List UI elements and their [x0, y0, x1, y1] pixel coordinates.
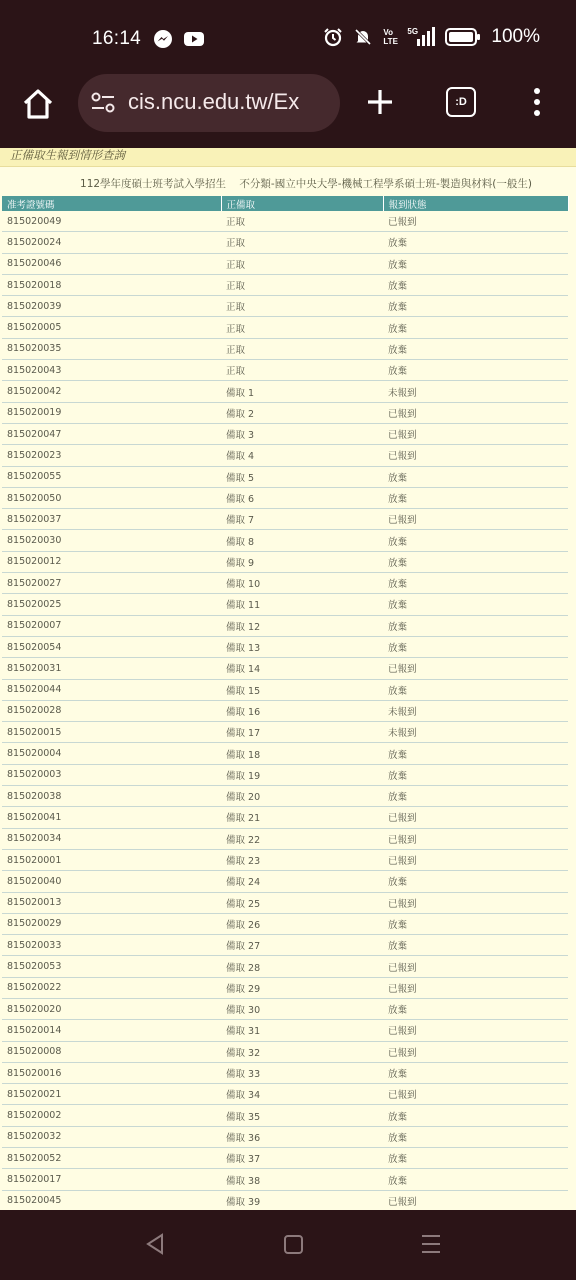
- table-row: [2, 509, 568, 530]
- cell-admission-type: 備取 29: [221, 977, 383, 998]
- table-row: [2, 977, 568, 998]
- cell-exam-number: 815020025: [2, 594, 221, 615]
- table-row: [2, 530, 568, 551]
- cell-status: 放棄: [383, 935, 568, 956]
- cell-status: 已報到: [383, 956, 568, 977]
- caption-program: 不分類-國立中央大學-機械工程學系碩士班-製造與材料(一般生): [239, 178, 532, 190]
- cell-exam-number: 815020046: [2, 253, 221, 274]
- web-page: [0, 148, 576, 1210]
- cell-status: 放棄: [383, 296, 568, 317]
- cell-status: 已報到: [383, 977, 568, 998]
- cell-status: 已報到: [383, 1020, 568, 1041]
- table-row: [2, 1105, 568, 1126]
- table-row: [2, 1169, 568, 1190]
- signal-icon: [407, 27, 435, 47]
- cell-admission-type: 備取 35: [221, 1105, 383, 1126]
- cell-status: 放棄: [383, 998, 568, 1019]
- cell-status: 已報到: [383, 1084, 568, 1105]
- cell-status: 已報到: [383, 807, 568, 828]
- cell-admission-type: 備取 28: [221, 956, 383, 977]
- cell-admission-type: 備取 38: [221, 1169, 383, 1190]
- cell-admission-type: 備取 33: [221, 1062, 383, 1083]
- cell-exam-number: 815020040: [2, 871, 221, 892]
- cell-admission-type: 正取: [221, 253, 383, 274]
- cell-admission-type: 備取 39: [221, 1190, 383, 1210]
- cell-exam-number: 815020045: [2, 1190, 221, 1210]
- cell-admission-type: 備取 16: [221, 700, 383, 721]
- cell-status: 未報到: [383, 700, 568, 721]
- cell-admission-type: 備取 31: [221, 1020, 383, 1041]
- cell-admission-type: 備取 15: [221, 679, 383, 700]
- page-heading: 正備取生報到情形查詢: [0, 148, 576, 167]
- cell-exam-number: 815020020: [2, 998, 221, 1019]
- table-row: [2, 700, 568, 721]
- cell-status: 未報到: [383, 381, 568, 402]
- home-nav-icon[interactable]: [283, 1232, 305, 1256]
- cell-status: 放棄: [383, 573, 568, 594]
- cell-exam-number: 815020052: [2, 1148, 221, 1169]
- back-icon[interactable]: [144, 1232, 166, 1256]
- table-row: [2, 998, 568, 1019]
- table-row: [2, 423, 568, 444]
- cell-admission-type: 備取 21: [221, 807, 383, 828]
- cell-admission-type: 備取 9: [221, 551, 383, 572]
- table-row: [2, 807, 568, 828]
- table-row: [2, 360, 568, 381]
- cell-admission-type: 備取 6: [221, 487, 383, 508]
- table-row: [2, 296, 568, 317]
- cell-exam-number: 815020019: [2, 402, 221, 423]
- cell-exam-number: 815020001: [2, 849, 221, 870]
- mute-icon: [353, 27, 373, 47]
- cell-admission-type: 備取 11: [221, 594, 383, 615]
- cell-status: 放棄: [383, 360, 568, 381]
- status-bar: [0, 0, 576, 74]
- home-icon[interactable]: [20, 86, 56, 122]
- cell-exam-number: 815020003: [2, 764, 221, 785]
- cell-exam-number: 815020054: [2, 636, 221, 657]
- cell-admission-type: 備取 13: [221, 636, 383, 657]
- cell-exam-number: 815020012: [2, 551, 221, 572]
- table-row: [2, 1190, 568, 1210]
- cell-admission-type: 備取 4: [221, 445, 383, 466]
- cell-status: 已報到: [383, 509, 568, 530]
- cell-exam-number: 815020005: [2, 317, 221, 338]
- cell-admission-type: 備取 12: [221, 615, 383, 636]
- table-row: [2, 1062, 568, 1083]
- cell-admission-type: 備取 10: [221, 573, 383, 594]
- cell-exam-number: 815020024: [2, 232, 221, 253]
- cell-admission-type: 備取 24: [221, 871, 383, 892]
- cell-exam-number: 815020042: [2, 381, 221, 402]
- table-row: [2, 487, 568, 508]
- url-text[interactable]: cis.ncu.edu.tw/Ex: [128, 89, 300, 114]
- cell-exam-number: 815020037: [2, 509, 221, 530]
- cell-admission-type: 備取 3: [221, 423, 383, 444]
- caption-exam: 112學年度碩士班考試入學招生: [80, 178, 227, 190]
- table-row: [2, 636, 568, 657]
- table-row: [2, 253, 568, 274]
- table-row: [2, 743, 568, 764]
- cell-exam-number: 815020034: [2, 828, 221, 849]
- table-row: [2, 274, 568, 295]
- table-row: [2, 956, 568, 977]
- cell-admission-type: 備取 14: [221, 658, 383, 679]
- cell-exam-number: 815020022: [2, 977, 221, 998]
- table-row: [2, 573, 568, 594]
- cell-admission-type: 備取 34: [221, 1084, 383, 1105]
- table-row: [2, 445, 568, 466]
- table-row: [2, 551, 568, 572]
- cell-exam-number: 815020050: [2, 487, 221, 508]
- cell-status: 放棄: [383, 913, 568, 934]
- cell-exam-number: 815020013: [2, 892, 221, 913]
- cell-admission-type: 正取: [221, 360, 383, 381]
- cell-exam-number: 815020017: [2, 1169, 221, 1190]
- table-row: [2, 232, 568, 253]
- cell-status: 放棄: [383, 317, 568, 338]
- tune-icon[interactable]: [90, 92, 116, 114]
- cell-exam-number: 815020029: [2, 913, 221, 934]
- cell-status: 放棄: [383, 786, 568, 807]
- cell-admission-type: 備取 1: [221, 381, 383, 402]
- cell-status: 已報到: [383, 445, 568, 466]
- cell-exam-number: 815020043: [2, 360, 221, 381]
- more-vert-icon[interactable]: [528, 86, 546, 118]
- table-row: [2, 849, 568, 870]
- cell-exam-number: 815020023: [2, 445, 221, 466]
- status-time: 16:14: [92, 28, 142, 49]
- cell-admission-type: 正取: [221, 296, 383, 317]
- cell-admission-type: 備取 5: [221, 466, 383, 487]
- table-row: [2, 211, 568, 232]
- table-row: [2, 679, 568, 700]
- cell-exam-number: 815020049: [2, 211, 221, 232]
- cell-exam-number: 815020038: [2, 786, 221, 807]
- cell-exam-number: 815020035: [2, 338, 221, 359]
- table-caption: [0, 167, 576, 196]
- tab-switcher-icon[interactable]: [446, 87, 476, 117]
- cell-status: 放棄: [383, 1105, 568, 1126]
- cell-status: 放棄: [383, 274, 568, 295]
- youtube-icon: [182, 28, 206, 50]
- cell-exam-number: 815020028: [2, 700, 221, 721]
- cell-admission-type: 備取 36: [221, 1126, 383, 1147]
- cell-status: 已報到: [383, 211, 568, 232]
- table-row: [2, 1020, 568, 1041]
- table-row: [2, 1148, 568, 1169]
- cell-exam-number: 815020014: [2, 1020, 221, 1041]
- recents-icon[interactable]: [420, 1232, 442, 1256]
- cell-admission-type: 備取 7: [221, 509, 383, 530]
- cell-exam-number: 815020016: [2, 1062, 221, 1083]
- cell-status: 放棄: [383, 1169, 568, 1190]
- table-row: [2, 381, 568, 402]
- cell-admission-type: 正取: [221, 317, 383, 338]
- header-admission-type: 正備取: [221, 196, 383, 211]
- messenger-icon: [152, 28, 174, 50]
- browser-toolbar: [0, 74, 576, 148]
- table-row: [2, 1126, 568, 1147]
- cell-status: 放棄: [383, 679, 568, 700]
- cell-status: 已報到: [383, 423, 568, 444]
- cell-status: 放棄: [383, 466, 568, 487]
- cell-admission-type: 正取: [221, 338, 383, 359]
- cell-admission-type: 備取 26: [221, 913, 383, 934]
- cell-exam-number: 815020039: [2, 296, 221, 317]
- cell-admission-type: 備取 19: [221, 764, 383, 785]
- cell-exam-number: 815020032: [2, 1126, 221, 1147]
- cell-admission-type: 備取 8: [221, 530, 383, 551]
- notification-icons: [152, 28, 206, 50]
- cell-status: 放棄: [383, 1062, 568, 1083]
- cell-exam-number: 815020027: [2, 573, 221, 594]
- cell-admission-type: 備取 32: [221, 1041, 383, 1062]
- table-row: [2, 338, 568, 359]
- results-table: [2, 196, 569, 1210]
- table-row: [2, 1041, 568, 1062]
- cell-status: 放棄: [383, 232, 568, 253]
- cell-exam-number: 815020008: [2, 1041, 221, 1062]
- cell-status: 已報到: [383, 402, 568, 423]
- table-row: [2, 935, 568, 956]
- cell-exam-number: 815020047: [2, 423, 221, 444]
- table-row: [2, 786, 568, 807]
- table-row: [2, 466, 568, 487]
- table-row: [2, 764, 568, 785]
- battery-percent: 100%: [491, 26, 540, 47]
- cell-status: 放棄: [383, 615, 568, 636]
- table-row: [2, 402, 568, 423]
- cell-status: 放棄: [383, 551, 568, 572]
- cell-exam-number: 815020053: [2, 956, 221, 977]
- cell-status: 已報到: [383, 658, 568, 679]
- cell-exam-number: 815020002: [2, 1105, 221, 1126]
- table-row: [2, 892, 568, 913]
- cell-status: 放棄: [383, 1126, 568, 1147]
- url-bar[interactable]: [78, 74, 340, 132]
- header-exam-number: 准考證號碼: [2, 196, 221, 211]
- cell-exam-number: 815020033: [2, 935, 221, 956]
- cell-status: 放棄: [383, 338, 568, 359]
- table-row: [2, 722, 568, 743]
- cell-status: 未報到: [383, 722, 568, 743]
- table-row: [2, 317, 568, 338]
- cell-status: 已報到: [383, 1041, 568, 1062]
- cell-status: 放棄: [383, 871, 568, 892]
- cell-admission-type: 備取 23: [221, 849, 383, 870]
- cell-status: 放棄: [383, 743, 568, 764]
- cell-admission-type: 備取 2: [221, 402, 383, 423]
- table-row: [2, 871, 568, 892]
- cell-status: 已報到: [383, 1190, 568, 1210]
- system-status-icons: [323, 26, 540, 48]
- cell-exam-number: 815020004: [2, 743, 221, 764]
- table-row: [2, 615, 568, 636]
- table-header-row: [2, 196, 568, 211]
- cell-admission-type: 備取 27: [221, 935, 383, 956]
- cell-exam-number: 815020021: [2, 1084, 221, 1105]
- cell-status: 放棄: [383, 253, 568, 274]
- cell-exam-number: 815020031: [2, 658, 221, 679]
- cell-admission-type: 正取: [221, 274, 383, 295]
- cell-admission-type: 備取 25: [221, 892, 383, 913]
- cell-status: 放棄: [383, 530, 568, 551]
- table-row: [2, 594, 568, 615]
- cell-admission-type: 備取 17: [221, 722, 383, 743]
- cell-admission-type: 備取 20: [221, 786, 383, 807]
- cell-exam-number: 815020044: [2, 679, 221, 700]
- cell-exam-number: 815020041: [2, 807, 221, 828]
- cell-exam-number: 815020030: [2, 530, 221, 551]
- network-label: 5G: [407, 27, 419, 36]
- cell-exam-number: 815020018: [2, 274, 221, 295]
- navigation-bar: [0, 1210, 576, 1280]
- cell-exam-number: 815020055: [2, 466, 221, 487]
- cell-status: 已報到: [383, 849, 568, 870]
- table-body: [2, 211, 568, 1210]
- cell-admission-type: 正取: [221, 211, 383, 232]
- table-row: [2, 828, 568, 849]
- alarm-icon: [323, 27, 343, 47]
- cell-status: 已報到: [383, 828, 568, 849]
- cell-exam-number: 815020007: [2, 615, 221, 636]
- cell-status: 已報到: [383, 892, 568, 913]
- cell-admission-type: 備取 30: [221, 998, 383, 1019]
- cell-admission-type: 備取 18: [221, 743, 383, 764]
- cell-admission-type: 備取 37: [221, 1148, 383, 1169]
- table-row: [2, 1084, 568, 1105]
- table-row: [2, 658, 568, 679]
- cell-status: 放棄: [383, 594, 568, 615]
- cell-exam-number: 815020015: [2, 722, 221, 743]
- cell-status: 放棄: [383, 1148, 568, 1169]
- header-status: 報到狀態: [383, 196, 568, 211]
- battery-icon: [445, 27, 481, 47]
- cell-status: 放棄: [383, 636, 568, 657]
- table-row: [2, 913, 568, 934]
- cell-admission-type: 正取: [221, 232, 383, 253]
- cell-status: 放棄: [383, 764, 568, 785]
- volte-label: Vo LTE: [383, 28, 398, 46]
- cell-status: 放棄: [383, 487, 568, 508]
- plus-icon[interactable]: [364, 86, 396, 118]
- cell-admission-type: 備取 22: [221, 828, 383, 849]
- tab-switcher-label: :D: [455, 96, 467, 108]
